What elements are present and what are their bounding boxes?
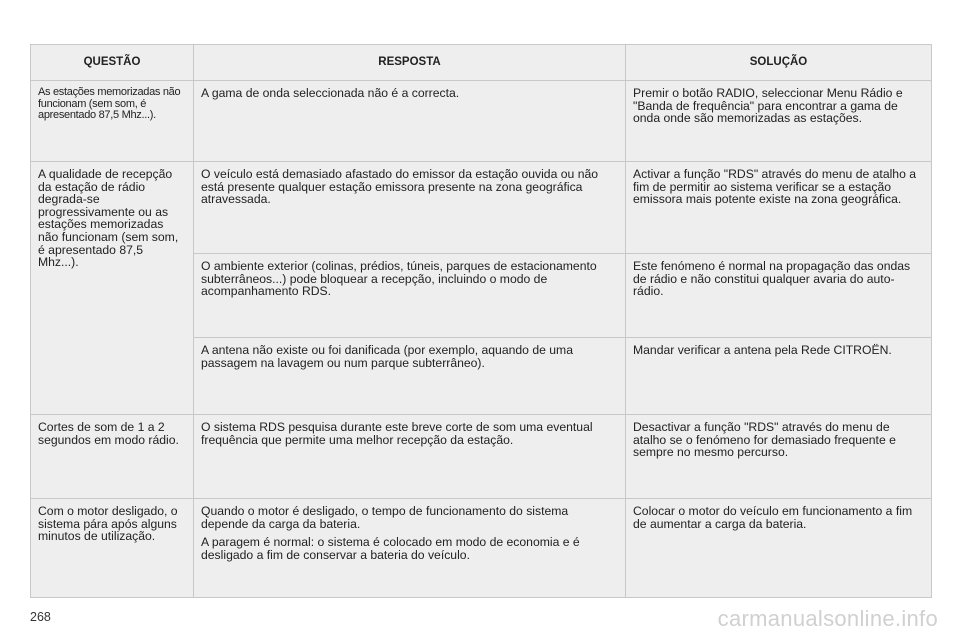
troubleshooting-table [30, 44, 932, 598]
row-1-answer: A gama de onda seleccionada não é a correcta. [194, 81, 626, 162]
row-5-question: Cortes de som de 1 a 2 segundos em modo rádio. [31, 415, 194, 499]
row-5-solution: Desactivar a função "RDS" através do menu de atalho se o fenómeno for demasiado frequente e sempre no mesmo percurso. [626, 415, 931, 499]
header-answer: RESPOSTA [194, 45, 626, 81]
row-4-answer: A antena não existe ou foi danificada (por exemplo, aquando de uma passagem na lavagem ou num parque subterrâneo). [194, 338, 626, 415]
row-6-answer [194, 499, 626, 597]
row-6-answer-paragraph-1: Quando o motor é desligado, o tempo de funcionamento do sistema depende da carga da bateria. [201, 504, 569, 531]
row-5-answer: O sistema RDS pesquisa durante este breve corte de som uma eventual frequência que permite uma melhor recepção da estação. [194, 415, 626, 499]
page-number: 268 [30, 610, 51, 624]
row-1-solution: Premir o botão RADIO, seleccionar Menu Rádio e "Banda de frequência" para encontrar a gama de onda onde são memorizadas as estações. [626, 81, 931, 162]
row-2-question: A qualidade de recepção da estação de rádio degrada-se progressivamente ou as estações memorizadas não funcionam (sem som, é apresentado 87,5 Mhz...). [31, 162, 194, 415]
row-6-solution: Colocar o motor do veículo em funcionamento a fim de aumentar a carga da bateria. [633, 504, 913, 531]
row-3-answer: O ambiente exterior (colinas, prédios, túneis, parques de estacionamento subterrâneos...) pode bloquear a recepção, incluindo o modo de acompanhamento RDS. [194, 254, 626, 338]
row-2-answer: O veículo está demasiado afastado do emissor da estação ouvida ou não está presente qualquer estação emissora presente na zona geográfica atravessada. [194, 162, 626, 254]
row-2-solution: Activar a função "RDS" através do menu de atalho a fim de permitir ao sistema verificar se a estação emissora mais potente existe na zona geográfica. [626, 162, 931, 254]
row-6-answer-paragraph-2: A paragem é normal: o sistema é colocado em modo de economia e é desligado a fim de conservar a bateria do veículo. [201, 535, 580, 562]
row-4-solution: Mandar verificar a antena pela Rede CITROËN. [626, 338, 931, 415]
row-3-solution: Este fenómeno é normal na propagação das ondas de rádio e não constitui qualquer avaria do auto-rádio. [626, 254, 931, 338]
header-question: QUESTÃO [31, 45, 194, 81]
watermark: carmanualsonline.info [717, 606, 938, 631]
header-solution: SOLUÇÃO [626, 45, 931, 81]
row-6-question: Com o motor desligado, o sistema pára após alguns minutos de utilização. [31, 499, 194, 597]
row-1-question: As estações memorizadas não funcionam (sem som, é apresentado 87,5 Mhz...). [31, 81, 194, 162]
